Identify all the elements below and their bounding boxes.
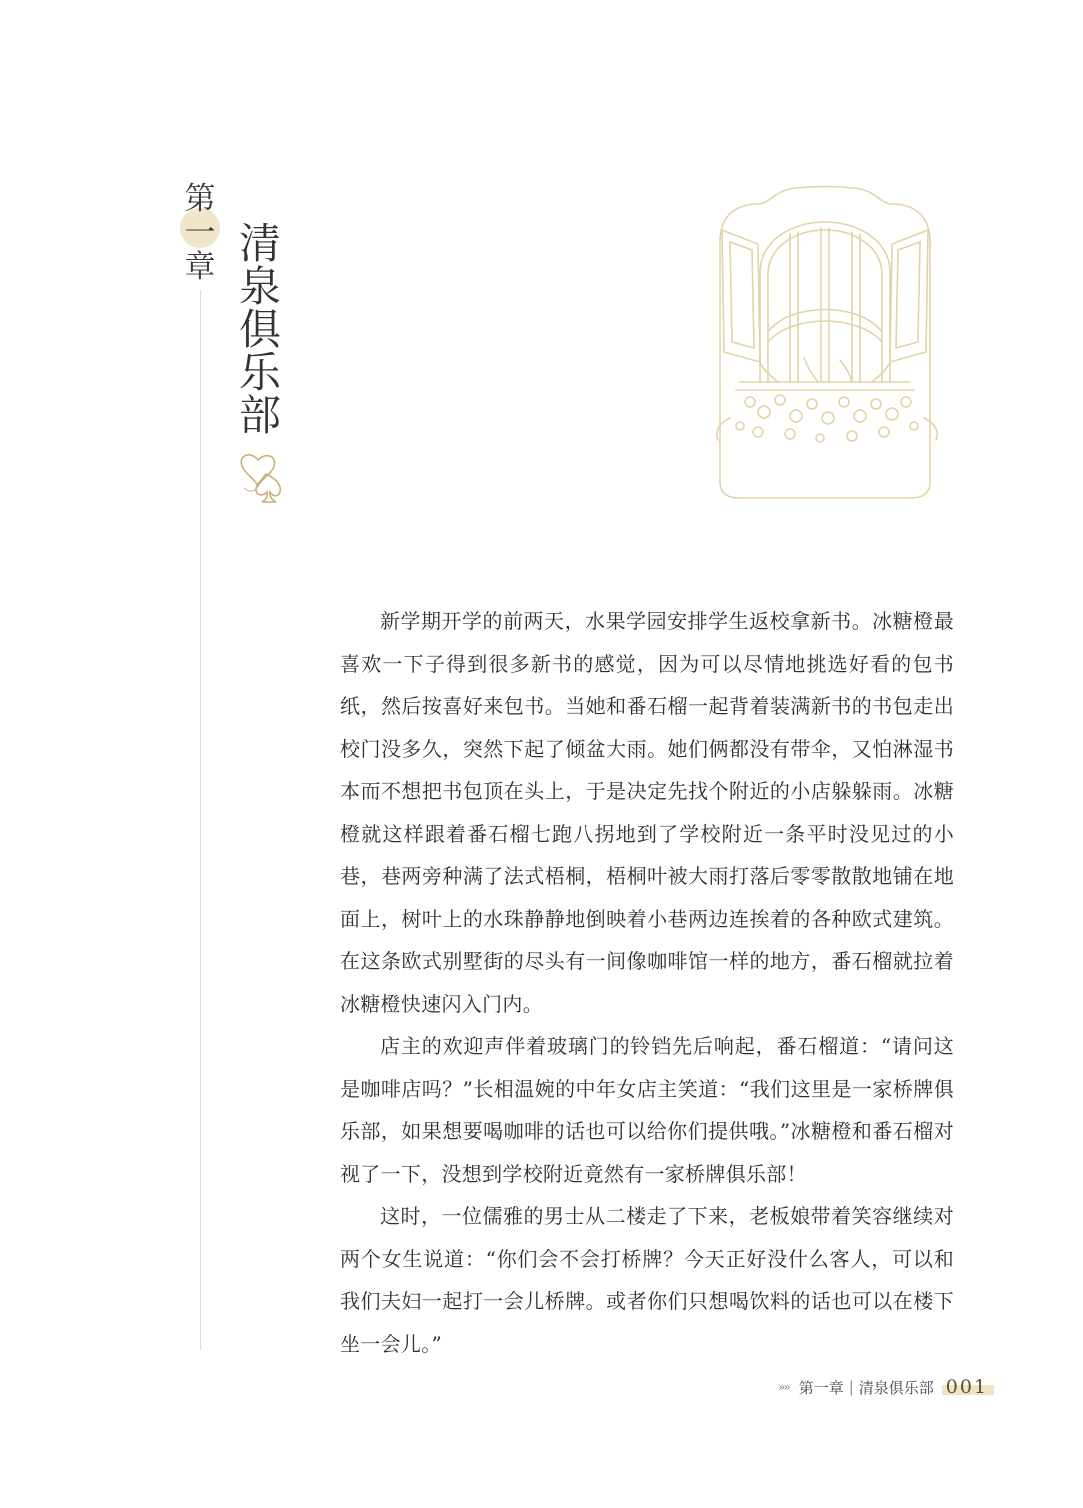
chapter-number-char: 一 bbox=[184, 215, 216, 251]
page-number-wrap bbox=[946, 1376, 988, 1398]
page-number: 001 bbox=[945, 1376, 989, 1398]
chapter-title-char: 俱 bbox=[238, 305, 281, 354]
footer-title-label: 清泉俱乐部 bbox=[858, 1378, 934, 1397]
chapter-number-char: 第 bbox=[184, 181, 216, 217]
chapter-title-char: 乐 bbox=[238, 348, 281, 397]
paragraph: 新学期开学的前两天，水果学园安排学生返校拿新书。冰糖橙最喜欢一下子得到很多新书的感觉，因为可以尽情地挑选好看的包书纸，然后按喜好来包书。当她和番石榴一起背着装满新书的书包走出校门没多久，突然下起了倾盆大雨。她们俩都没有带伞，又怕淋湿书本而不想把书包顶在头上，于是决定先找个附近的小店躲躲雨。冰糖橙就这样跟着番石榴七跑八拐地到了学校附近一条平时没见过的小巷，巷两旁种满了法式梧桐，梧桐叶被大雨打落后零零散散地铺在地面上，树叶上的水珠静静地倒映着小巷两边连挨着的各种欧式建筑。在这条欧式别墅街的尽头有一间像咖啡馆一样的地方，番石榴就拉着冰糖橙快速闪入门内。 bbox=[340, 609, 954, 1016]
paragraph: 这时，一位儒雅的男士从二楼走了下来，老板娘带着笑容继续对两个女生说道：“你们会不会打桥牌？今天正好没什么客人，可以和我们夫妇一起打一会儿桥牌。或者你们只想喝饮料的话也可以在楼下坐一会儿。” bbox=[340, 1204, 954, 1356]
body-text bbox=[340, 600, 954, 1365]
arched-window-illustration bbox=[700, 182, 950, 502]
chapter-title-char: 部 bbox=[238, 391, 281, 440]
paragraph: 店主的欢迎声伴着玻璃门的铃铛先后响起，番石榴道：“请问这是咖啡店吗？”长相温婉的中年女店主笑道：“我们这里是一家桥牌俱乐部，如果想要喝咖啡的话也可以给你们提供哦。”冰糖橙和番石榴对视了一下，没想到学校附近竟然有一家桥牌俱乐部！ bbox=[340, 1034, 954, 1186]
page-footer bbox=[778, 1376, 988, 1398]
chevron-icon: »» bbox=[778, 1380, 789, 1394]
heart-spade-ornament-icon bbox=[236, 448, 294, 504]
footer-separator: | bbox=[848, 1378, 854, 1396]
footer-chapter-label: 第一章 bbox=[798, 1378, 844, 1397]
chapter-title bbox=[234, 219, 286, 440]
chapter-number-char: 章 bbox=[184, 249, 216, 285]
chapter-number bbox=[176, 182, 224, 284]
chapter-title-char: 清 bbox=[238, 219, 281, 268]
chapter-title-char: 泉 bbox=[238, 262, 281, 311]
margin-rule bbox=[200, 290, 201, 1350]
